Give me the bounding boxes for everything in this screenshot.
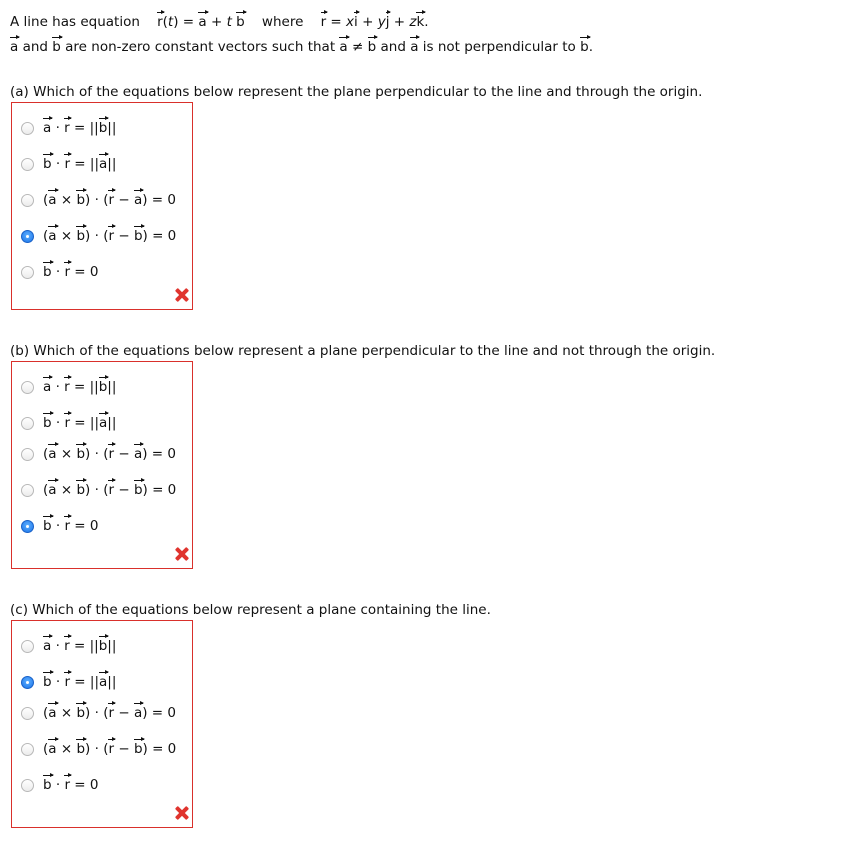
question-a-option-5[interactable] — [21, 262, 99, 282]
intro-where: where — [261, 14, 304, 30]
option-label: a · r = ||b|| — [43, 379, 117, 395]
question-a-prompt: (a) Which of the equations below represent the plane perpendicular to the line and through the origin. — [10, 84, 703, 100]
intro-suffix: is not perpendicular to — [422, 39, 576, 55]
option-label: a · r = ||b|| — [43, 120, 117, 136]
radio-button-selected[interactable] — [21, 676, 34, 689]
question-c-prompt: (c) Which of the equations below represent a plane containing the line. — [10, 602, 491, 618]
question-c-options-box — [11, 620, 193, 828]
vector-b: b — [52, 39, 61, 55]
question-c-option-1[interactable] — [21, 636, 116, 656]
radio-button[interactable] — [21, 158, 34, 171]
vector-b-2: b. — [580, 39, 593, 55]
option-label: b · r = ||a|| — [43, 415, 117, 431]
question-b-option-1[interactable] — [21, 377, 116, 397]
line-equation: r(t) = a + t b — [157, 14, 245, 30]
question-b-options-box — [11, 361, 193, 569]
question-a-option-2[interactable] — [21, 154, 116, 174]
question-c-option-3[interactable] — [21, 703, 176, 723]
a-not-equal-b: a ≠ b — [339, 39, 377, 55]
radio-button-selected[interactable] — [21, 520, 34, 533]
option-label: a · r = ||b|| — [43, 638, 117, 654]
option-label: (a × b) · (r − a) = 0 — [43, 705, 176, 721]
x-mark-icon — [175, 547, 189, 561]
question-b-option-2[interactable] — [21, 413, 116, 433]
radio-button[interactable] — [21, 743, 34, 756]
x-mark-icon — [175, 288, 189, 302]
radio-button[interactable] — [21, 640, 34, 653]
radio-button[interactable] — [21, 266, 34, 279]
option-label: (a × b) · (r − b) = 0 — [43, 741, 177, 757]
option-label: (a × b) · (r − b) = 0 — [43, 482, 177, 498]
question-a-option-1[interactable] — [21, 118, 116, 138]
option-label: (a × b) · (r − a) = 0 — [43, 192, 176, 208]
question-b-option-3[interactable] — [21, 444, 176, 464]
radio-button[interactable] — [21, 707, 34, 720]
option-label: (a × b) · (r − a) = 0 — [43, 446, 176, 462]
r-definition: r = xi + yj + zk. — [320, 14, 429, 30]
question-b-prompt: (b) Which of the equations below represent a plane perpendicular to the line and not through the origin. — [10, 343, 716, 359]
radio-button[interactable] — [21, 417, 34, 430]
option-label: b · r = 0 — [43, 777, 99, 793]
option-label: b · r = ||a|| — [43, 156, 117, 172]
question-b-option-4[interactable] — [21, 480, 176, 500]
question-b-option-5[interactable] — [21, 516, 99, 536]
question-c-option-4[interactable] — [21, 739, 176, 759]
radio-button[interactable] — [21, 122, 34, 135]
intro-line-2 — [10, 38, 593, 56]
option-label: b · r = ||a|| — [43, 674, 117, 690]
question-a-option-3[interactable] — [21, 190, 176, 210]
intro-mid: are non-zero constant vectors such that — [65, 39, 336, 55]
question-a-option-4[interactable] — [21, 226, 176, 246]
radio-button[interactable] — [21, 448, 34, 461]
vector-a-2: a — [410, 39, 419, 55]
intro-line-1 — [10, 13, 429, 31]
radio-button-selected[interactable] — [21, 230, 34, 243]
radio-button[interactable] — [21, 194, 34, 207]
intro-and: and — [22, 39, 48, 55]
vector-a: a — [10, 39, 19, 55]
intro-and2: and — [380, 39, 406, 55]
radio-button[interactable] — [21, 484, 34, 497]
radio-button[interactable] — [21, 381, 34, 394]
question-c-option-5[interactable] — [21, 775, 99, 795]
radio-button[interactable] — [21, 779, 34, 792]
question-a-options-box — [11, 102, 193, 310]
intro-prefix: A line has equation — [10, 14, 140, 30]
question-c-option-2[interactable] — [21, 672, 116, 692]
option-label: (a × b) · (r − b) = 0 — [43, 228, 177, 244]
option-label: b · r = 0 — [43, 264, 99, 280]
option-label: b · r = 0 — [43, 518, 99, 534]
x-mark-icon — [175, 806, 189, 820]
